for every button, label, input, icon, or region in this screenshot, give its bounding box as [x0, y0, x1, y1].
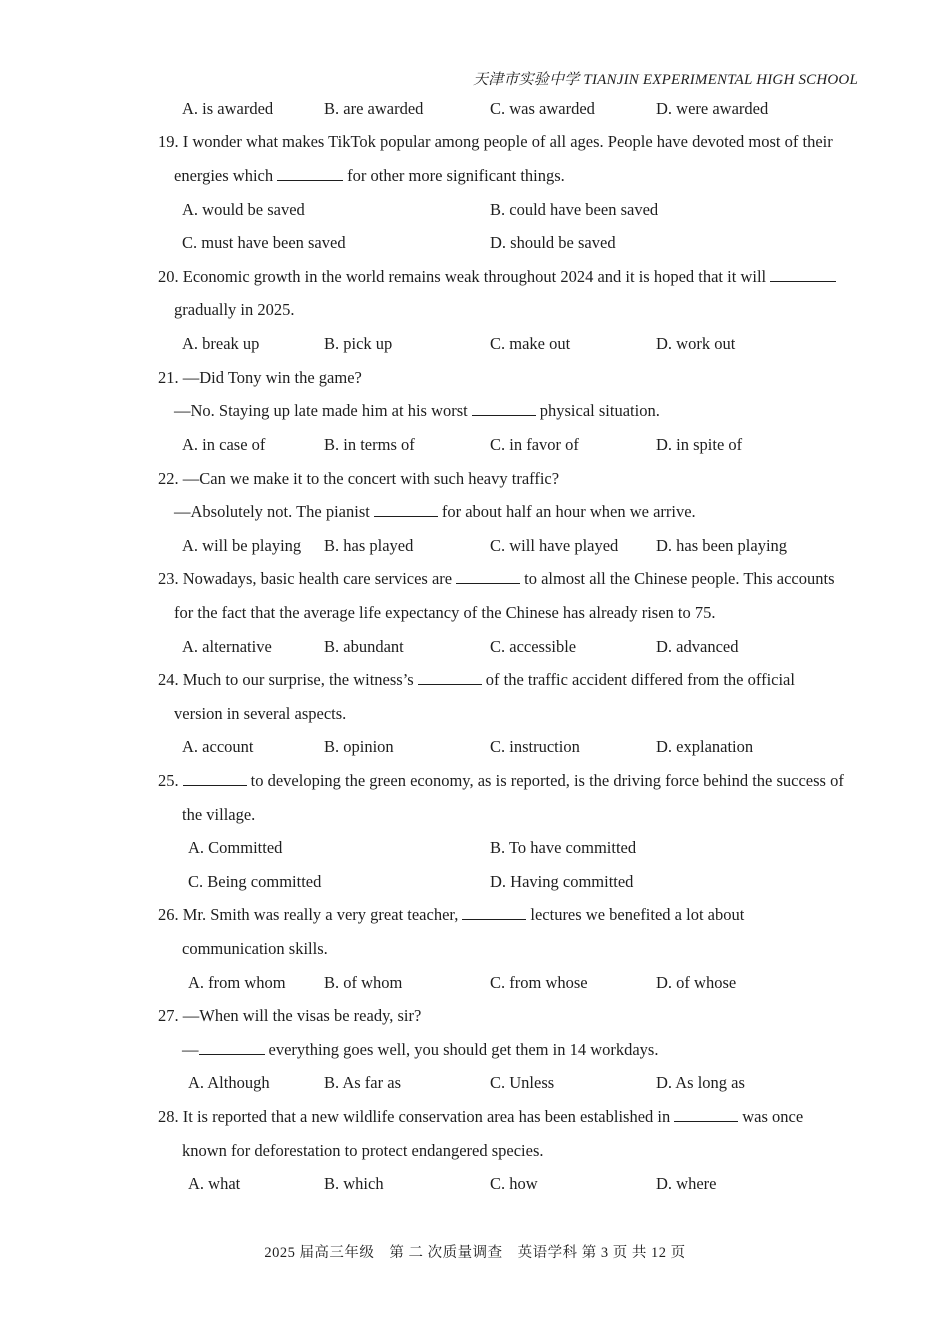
- school-header: 天津市实验中学 TIANJIN EXPERIMENTAL HIGH SCHOOL: [473, 72, 858, 88]
- q22-text-post: for about half an hour when we arrive.: [441, 502, 696, 521]
- q25-text-pre: 25.: [158, 771, 179, 790]
- q22-blank: [374, 502, 438, 517]
- q25-text-post: to developing the green economy, as is reported, is the driving force behind the success of: [250, 771, 844, 790]
- q22-stem-line2: [174, 501, 696, 523]
- q22-stem-line1: 22. —Can we make it to the concert with such heavy traffic?: [158, 469, 560, 488]
- q21-text-pre: —No. Staying up late made him at his worst: [174, 401, 468, 420]
- q18-option-a: A. is awarded: [182, 99, 274, 118]
- q26-stem-line2: communication skills.: [182, 939, 328, 958]
- q22-option-d: D. has been playing: [656, 536, 788, 555]
- q22-option-c: C. will have played: [490, 536, 619, 555]
- q25-option-a: A. Committed: [188, 838, 283, 857]
- q26-option-b: B. of whom: [324, 973, 403, 992]
- q19-text-post: for other more significant things.: [347, 166, 565, 185]
- q20-option-c: C. make out: [490, 334, 571, 353]
- q27-text-post: everything goes well, you should get them in 14 workdays.: [268, 1040, 659, 1059]
- q24-text-pre: 24. Much to our surprise, the witness’s: [158, 670, 414, 689]
- q27-blank: [199, 1040, 265, 1055]
- q27-option-a: A. Although: [188, 1073, 270, 1092]
- q20-text: 20. Economic growth in the world remains weak throughout 2024 and it is hoped that it will: [158, 267, 767, 286]
- q23-stem-line1: [158, 568, 835, 590]
- q25-option-d: D. Having committed: [490, 872, 634, 891]
- q18-option-c: C. was awarded: [490, 99, 595, 118]
- q22-text-pre: —Absolutely not. The pianist: [174, 502, 370, 521]
- q21-option-a: A. in case of: [182, 435, 266, 454]
- q24-option-c: C. instruction: [490, 737, 580, 756]
- q27-option-d: D. As long as: [656, 1073, 745, 1092]
- q28-text-post: was once: [742, 1107, 804, 1126]
- q27-option-c: C. Unless: [490, 1073, 555, 1092]
- q22-option-a: A. will be playing: [182, 536, 302, 555]
- q23-blank: [456, 569, 520, 584]
- q19-stem-line1: 19. I wonder what makes TikTok popular among people of all ages. People have devoted most of their: [158, 132, 833, 151]
- q27-stem-line2: [182, 1039, 658, 1061]
- q18-option-b: B. are awarded: [324, 99, 424, 118]
- q24-stem-line1: [158, 669, 795, 691]
- q28-option-d: D. where: [656, 1174, 717, 1193]
- q27-stem-line1: 27. —When will the visas be ready, sir?: [158, 1006, 422, 1025]
- q20-option-d: D. work out: [656, 334, 736, 353]
- q25-option-c: C. Being committed: [188, 872, 322, 891]
- q28-option-a: A. what: [188, 1174, 241, 1193]
- q24-option-a: A. account: [182, 737, 254, 756]
- page-footer: 2025 届高三年级 第 二 次质量调查 英语学科 第 3 页 共 12 页: [264, 1245, 686, 1261]
- q27-text-pre: —: [182, 1040, 199, 1059]
- q25-option-b: B. To have committed: [490, 838, 637, 857]
- q21-option-c: C. in favor of: [490, 435, 579, 454]
- q19-option-d: D. should be saved: [490, 233, 616, 252]
- q21-option-d: D. in spite of: [656, 435, 743, 454]
- q28-stem-line2: known for deforestation to protect endangered species.: [182, 1141, 544, 1160]
- q27-option-b: B. As far as: [324, 1073, 401, 1092]
- q21-text-post: physical situation.: [539, 401, 660, 420]
- q28-blank: [674, 1107, 738, 1122]
- q23-text-post: to almost all the Chinese people. This accounts: [524, 569, 835, 588]
- q19-option-a: A. would be saved: [182, 200, 305, 219]
- q20-option-a: A. break up: [182, 334, 260, 353]
- q19-text-pre: energies which: [174, 166, 274, 185]
- q26-text-pre: 26. Mr. Smith was really a very great teacher,: [158, 905, 459, 924]
- q20-option-b: B. pick up: [324, 334, 393, 353]
- q21-blank: [472, 401, 536, 416]
- q26-option-c: C. from whose: [490, 973, 588, 992]
- q20-stem-line1: [158, 266, 840, 288]
- q26-stem-line1: [158, 904, 744, 926]
- q24-text-post: of the traffic accident differed from the official: [485, 670, 795, 689]
- q26-text-post: lectures we benefited a lot about: [530, 905, 745, 924]
- q24-option-b: B. opinion: [324, 737, 394, 756]
- q23-option-d: D. advanced: [656, 637, 739, 656]
- q21-option-b: B. in terms of: [324, 435, 415, 454]
- q26-blank: [462, 905, 526, 920]
- q24-option-d: D. explanation: [656, 737, 754, 756]
- q20-stem-line2: gradually in 2025.: [174, 300, 295, 319]
- q28-option-c: C. how: [490, 1174, 538, 1193]
- q26-option-d: D. of whose: [656, 973, 737, 992]
- q19-blank: [277, 166, 343, 181]
- q20-blank: [770, 267, 836, 282]
- q25-stem-line1: [158, 770, 844, 792]
- q22-option-b: B. has played: [324, 536, 414, 555]
- q28-text-pre: 28. It is reported that a new wildlife conservation area has been established in: [158, 1107, 671, 1126]
- q21-stem-line2: [174, 400, 660, 422]
- q28-option-b: B. which: [324, 1174, 384, 1193]
- q24-blank: [418, 670, 482, 685]
- q19-option-c: C. must have been saved: [182, 233, 346, 252]
- q23-option-a: A. alternative: [182, 637, 272, 656]
- q18-option-d: D. were awarded: [656, 99, 769, 118]
- q25-blank: [183, 771, 247, 786]
- q26-option-a: A. from whom: [188, 973, 286, 992]
- q24-stem-line2: version in several aspects.: [174, 704, 347, 723]
- q23-option-b: B. abundant: [324, 637, 404, 656]
- q23-stem-line2: for the fact that the average life expectancy of the Chinese has already risen to 75.: [174, 603, 716, 622]
- q19-stem-line2: [174, 165, 565, 187]
- q19-option-b: B. could have been saved: [490, 200, 659, 219]
- q28-stem-line1: [158, 1106, 803, 1128]
- q23-option-c: C. accessible: [490, 637, 577, 656]
- q25-stem-line2: the village.: [182, 805, 256, 824]
- q23-text-pre: 23. Nowadays, basic health care services are: [158, 569, 453, 588]
- q21-stem-line1: 21. —Did Tony win the game?: [158, 368, 362, 387]
